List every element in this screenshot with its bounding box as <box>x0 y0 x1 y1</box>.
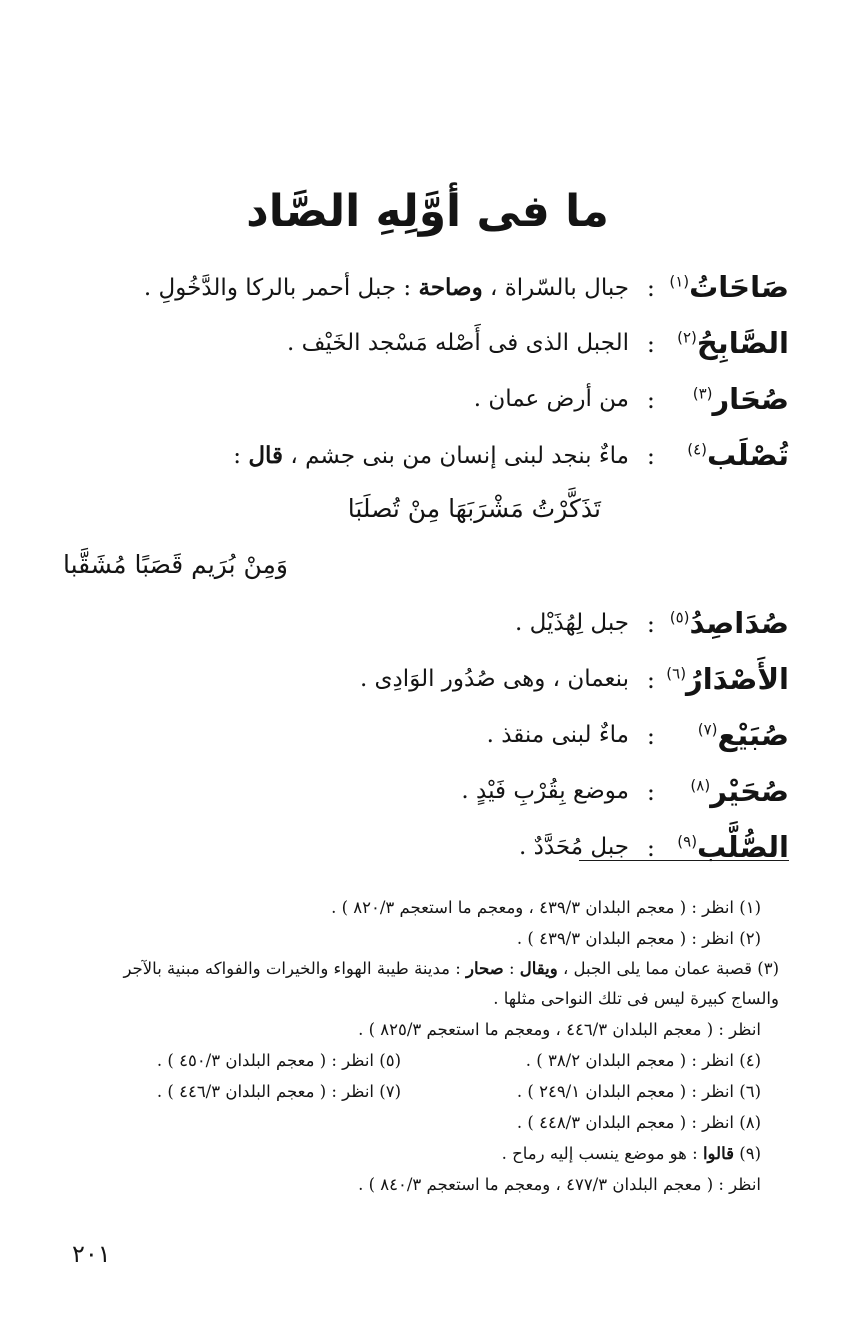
entry-colon: : <box>646 610 655 638</box>
headword-text: صُحَيْر <box>710 774 789 808</box>
footnote-5: (٥) انظر : ( معجم البلدان ٤٥٠/٣ ) . <box>156 1051 401 1070</box>
entry-headword <box>663 830 789 864</box>
verse-line-1: تَذَكَّرْتُ مَشْرَبَهَا مِنْ تُصلَبَا <box>347 494 601 523</box>
footnote-2: (٢) انظر : ( معجم البلدان ٤٣٩/٣ ) . <box>516 929 761 948</box>
footnote-marker: (٨) <box>690 776 711 795</box>
definition-text: ماءٌ بنجد لبنى إنسان من بنى جشم ، <box>283 443 629 469</box>
entry <box>49 606 789 662</box>
entry-definition <box>287 330 629 356</box>
headword-text: الصَّابِحُ <box>696 326 789 360</box>
section-title: ما فى أوَّلِهِ الصَّاد <box>246 186 609 237</box>
entry <box>49 718 789 774</box>
footnote-6: (٦) انظر : ( معجم البلدان ٢٤٩/١ ) . <box>516 1082 761 1101</box>
definition-text: الجبل الذى فى أَصْله مَسْجد الخَيْف . <box>286 330 629 356</box>
footnote-marker: (٩) <box>677 832 698 851</box>
definition-text: جبل لِهُذَيْل . <box>514 610 629 636</box>
entry <box>49 662 789 718</box>
definition-text: : جبل أحمر بالركا والدَّخُولِ . <box>143 275 419 301</box>
definition-text: من أرض عمان . <box>473 386 629 412</box>
footnote-marker: (٤) <box>687 440 707 459</box>
entry-colon: : <box>646 442 655 470</box>
footnote-marker: (٣) <box>692 384 713 403</box>
page-number: ٢٠١ <box>72 1240 111 1268</box>
footnote-3-bold-b: صحار <box>466 959 504 978</box>
entry-headword <box>663 718 789 752</box>
footnote-9-text: : هو موضع ينسب إليه رماح . <box>501 1144 703 1163</box>
headword-text: الأَصْدَارُ <box>686 662 789 696</box>
footnote-marker: (٧) <box>697 720 718 739</box>
entry <box>49 438 789 494</box>
footnote-7: (٧) انظر : ( معجم البلدان ٤٤٦/٣ ) . <box>156 1082 401 1101</box>
footnote-3-text-b: : <box>503 959 520 978</box>
footnote-9-bold: قالوا <box>702 1144 734 1163</box>
entry-headword <box>663 382 789 416</box>
entry-colon: : <box>646 722 655 750</box>
entry-colon: : <box>646 666 655 694</box>
definition-text: ماءٌ لبنى منقذ . <box>486 722 629 748</box>
entry-headword <box>663 270 789 304</box>
definition-text: جبل مُحَدَّدٌ . <box>519 834 629 860</box>
footnote-3-bold-a: ويقال <box>519 959 558 978</box>
footnote-1: (١) انظر : ( معجم البلدان ٤٣٩/٣ ، ومعجم ما استعجم ٨٢٠/٣ ) . <box>331 898 761 917</box>
footnote-3 <box>79 954 779 1014</box>
footnote-9-ref: انظر : ( معجم البلدان ٤٧٧/٣ ، ومعجم ما استعجم ٨٤٠/٣ ) . <box>358 1175 761 1194</box>
footnote-3-text-c: : مدينة طيبة الهواء والخيرات والفواكه مبنية بالآجر والساج كبيرة ليس فى تلك النواحى مثلها . <box>123 959 779 1008</box>
footnote-divider <box>579 860 789 861</box>
footnote-9 <box>61 1138 761 1169</box>
entry-headword <box>663 326 789 360</box>
headword-text: صُحَار <box>712 382 789 416</box>
definition-text: جبال بالسّراة ، <box>482 275 629 301</box>
verse-line-2: وَمِنْ بُرَيم قَصَبًا مُشَقَّبا <box>63 550 288 579</box>
footnote-marker: (١) <box>669 272 690 291</box>
footnote-marker: (٥) <box>669 608 690 627</box>
entry-colon: : <box>646 834 655 862</box>
entry <box>49 830 789 886</box>
definition-text: : <box>233 443 249 469</box>
headword-text: صَاحَاتُ <box>689 270 789 304</box>
entries-group-b <box>49 606 789 886</box>
footnotes-4-5 <box>61 1045 761 1076</box>
entry-headword <box>663 606 789 640</box>
headword-text: صُبَيْع <box>717 718 789 752</box>
footnote-3-ref: انظر : ( معجم البلدان ٤٤٦/٣ ، ومعجم ما استعجم ٨٢٥/٣ ) . <box>358 1020 761 1039</box>
entry-definition <box>360 666 629 692</box>
entry-definition <box>233 442 629 469</box>
entry <box>49 382 789 438</box>
entry-definition <box>474 386 629 412</box>
definition-text: موضع بِقُرْبِ فَيْدٍ . <box>461 778 629 804</box>
entry-colon: : <box>646 330 655 358</box>
entry <box>49 326 789 382</box>
definition-bold-text: وصاحة <box>418 274 483 301</box>
footnotes <box>61 892 779 1200</box>
entry <box>49 774 789 830</box>
entry <box>49 270 789 326</box>
entries-list <box>49 270 789 886</box>
entry-colon: : <box>646 386 655 414</box>
entry-headword <box>663 774 789 808</box>
entry-colon: : <box>646 778 655 806</box>
entry-definition <box>487 722 629 748</box>
entry-headword <box>663 662 789 696</box>
headword-text: الصُّلَّب <box>697 830 789 864</box>
entry-definition <box>519 834 629 860</box>
entries-group-a <box>49 270 789 494</box>
footnote-marker: (٢) <box>677 328 697 347</box>
definition-text: بنعمان ، وهى صُدُور الوَادِى . <box>359 666 629 692</box>
entry-definition <box>515 610 629 636</box>
footnote-9-num: (٩) <box>734 1144 761 1163</box>
entry-colon: : <box>646 274 655 302</box>
footnotes-6-7 <box>61 1076 761 1107</box>
entry-definition <box>144 274 629 301</box>
definition-bold-text: قال <box>248 442 284 469</box>
footnote-3-text-a: (٣) قصبة عمان مما يلى الجبل ، <box>557 959 779 978</box>
entry-headword <box>663 438 789 472</box>
headword-text: صُدَاصِدُ <box>689 606 789 640</box>
footnote-8: (٨) انظر : ( معجم البلدان ٤٤٨/٣ ) . <box>516 1113 761 1132</box>
headword-text: تُصْلَب <box>706 438 789 472</box>
footnote-4: (٤) انظر : ( معجم البلدان ٣٨/٢ ) . <box>525 1051 761 1070</box>
entry-definition <box>461 778 629 804</box>
footnote-marker: (٦) <box>666 664 687 683</box>
